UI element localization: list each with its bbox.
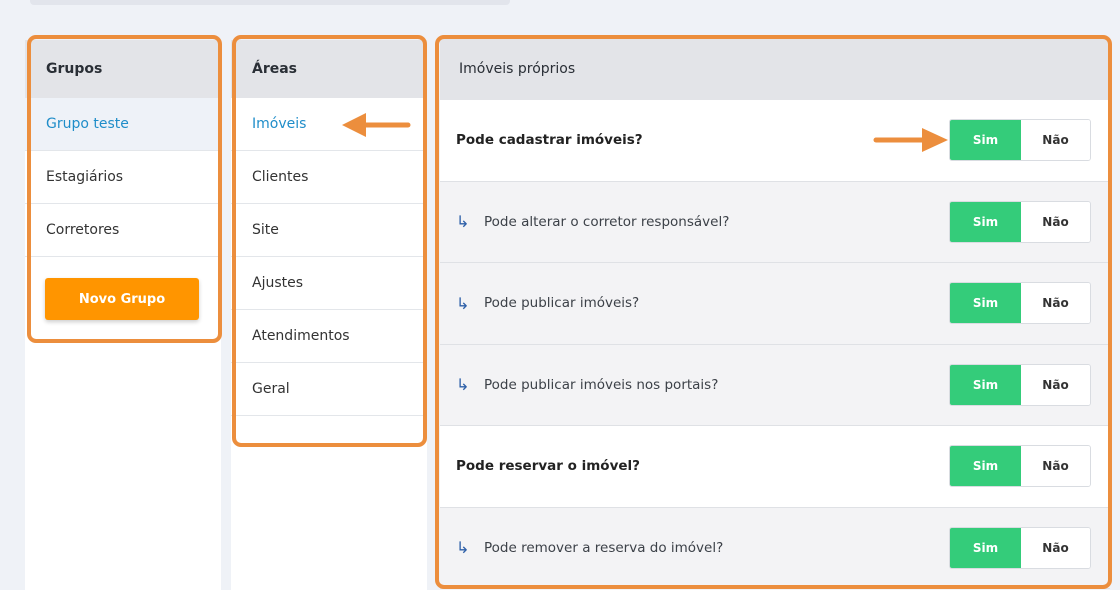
yes-no-toggle[interactable] <box>949 282 1091 324</box>
subdirectory-arrow-icon: ↳ <box>456 538 470 558</box>
permission-label: Pode remover a reserva do imóvel? <box>484 539 724 556</box>
area-item-clientes[interactable]: Clientes <box>231 151 427 204</box>
permissions-header: Imóveis próprios <box>440 38 1110 100</box>
area-item-site[interactable]: Site <box>231 204 427 257</box>
yes-option[interactable]: Sim <box>950 283 1021 323</box>
area-item-atendimentos[interactable]: Atendimentos <box>231 310 427 363</box>
area-item-imoveis[interactable]: Imóveis <box>231 98 427 151</box>
permission-row <box>440 345 1110 427</box>
no-option[interactable]: Não <box>1021 446 1090 486</box>
permissions-panel <box>440 38 1110 590</box>
no-option[interactable]: Não <box>1021 120 1090 160</box>
areas-header: Áreas <box>231 40 427 98</box>
permission-label: Pode alterar o corretor responsável? <box>484 213 730 230</box>
area-item-geral[interactable]: Geral <box>231 363 427 416</box>
yes-option[interactable]: Sim <box>950 120 1021 160</box>
permission-row <box>440 508 1110 590</box>
yes-no-toggle[interactable] <box>949 445 1091 487</box>
yes-no-toggle[interactable] <box>949 119 1091 161</box>
group-item-estagiarios[interactable]: Estagiários <box>25 151 221 204</box>
permission-label: Pode cadastrar imóveis? <box>456 132 643 149</box>
permission-label: Pode publicar imóveis? <box>484 295 640 312</box>
areas-panel <box>231 40 427 590</box>
subdirectory-arrow-icon: ↳ <box>456 293 470 313</box>
subdirectory-arrow-icon: ↳ <box>456 212 470 232</box>
area-item-ajustes[interactable]: Ajustes <box>231 257 427 310</box>
permission-row <box>440 182 1110 264</box>
no-option[interactable]: Não <box>1021 283 1090 323</box>
no-option[interactable]: Não <box>1021 365 1090 405</box>
permission-label: Pode publicar imóveis nos portais? <box>484 376 719 393</box>
yes-no-toggle[interactable] <box>949 527 1091 569</box>
permission-row <box>440 263 1110 345</box>
groups-header: Grupos <box>25 40 221 98</box>
no-option[interactable]: Não <box>1021 528 1090 568</box>
permission-row <box>440 426 1110 508</box>
yes-option[interactable]: Sim <box>950 446 1021 486</box>
groups-panel <box>25 40 221 590</box>
yes-option[interactable]: Sim <box>950 528 1021 568</box>
permission-label: Pode reservar o imóvel? <box>456 458 640 475</box>
faded-instruction-text <box>30 0 510 5</box>
yes-option[interactable]: Sim <box>950 365 1021 405</box>
yes-option[interactable]: Sim <box>950 202 1021 242</box>
group-item-grupo-teste[interactable]: Grupo teste <box>25 98 221 151</box>
no-option[interactable]: Não <box>1021 202 1090 242</box>
group-item-corretores[interactable]: Corretores <box>25 204 221 257</box>
yes-no-toggle[interactable] <box>949 364 1091 406</box>
new-group-button[interactable]: Novo Grupo <box>45 278 199 320</box>
yes-no-toggle[interactable] <box>949 201 1091 243</box>
subdirectory-arrow-icon: ↳ <box>456 375 470 395</box>
permission-row <box>440 100 1110 182</box>
